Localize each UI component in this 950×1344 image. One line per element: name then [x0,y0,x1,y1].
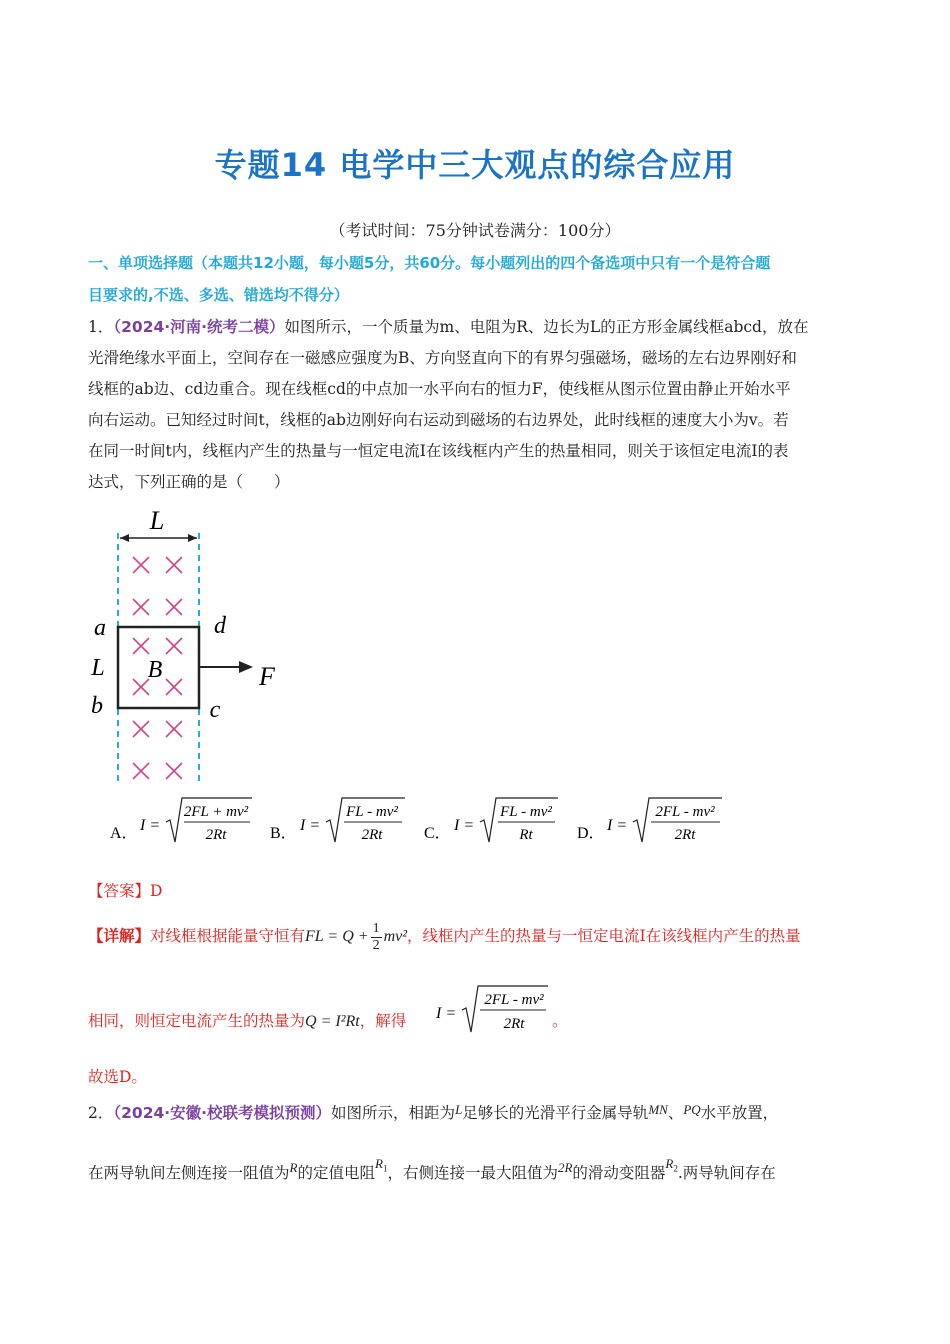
svg-text:B．: B． [270,825,297,842]
label-a: a [94,615,106,641]
detail-text-1a: 对线框根据能量守恒有 [150,927,306,945]
q2-var-2R: 2R [557,1160,573,1175]
svg-text:2Rt: 2Rt [674,827,696,843]
label-d: d [214,613,226,639]
svg-text:I =: I = [140,817,161,834]
cross-icon [166,557,182,573]
q2-var-R: R [289,1160,298,1175]
detail-eq1-tail: mv² [383,928,408,945]
label-c: c [209,697,221,723]
q1-number: 1． [88,318,114,336]
cross-icon [166,599,182,615]
q1-line5: 在同一时间t内，线框内产生的热量与一恒定电流I在该线框内产生的热量相同，则关于该恒定电流I的表 [88,442,789,460]
svg-text:I =: I = [607,817,628,834]
cross-icon [133,679,149,695]
q1-line3: 线框的ab边、cd边重合。现在线框cd的中点加一水平向右的恒力F，使线框从图示位置由静止开始水平 [88,380,791,398]
svg-text:FL - mv²: FL - mv² [500,804,552,820]
cross-icon [133,721,149,737]
svg-text:2Rt: 2Rt [205,827,227,843]
detail-period: 。 [552,1012,568,1030]
svg-text:I =: I = [300,817,321,834]
svg-text:D．: D． [577,825,605,842]
cross-icon [166,721,182,737]
q2-var-R1: R1 [374,1156,388,1174]
q1-options [100,792,740,852]
q1-source: （2024·河南·统考二模） [113,318,285,336]
q2-text-2b: 的定值电阻 [297,1164,375,1182]
q2-text-2a: 在两导轨间左侧连接一阻值为 [88,1164,290,1182]
q1-detail-line1 [88,920,888,954]
cross-icon [133,557,149,573]
q2-line2 [88,1148,888,1189]
q2-line1 [88,1094,888,1129]
detail-text-2b: ，解得 [359,1012,407,1030]
detail-eq3 [434,982,554,1038]
svg-text:2Rt: 2Rt [361,827,383,843]
q2-var-R2: R2 [665,1156,678,1174]
force-arrow-icon [239,661,253,673]
section-heading-line1: 一、单项选择题（本题共12小题，每小题5分，共60分。每小题列出的四个备选项中只有一个是符合题 [88,254,771,272]
section-heading-line2: 目要求的,不选、多选、错选均不得分） [88,286,349,304]
svg-text:C．: C． [424,825,451,842]
arrow-right-icon [188,534,197,542]
q1-answer: 【答案】D [88,882,163,900]
cross-icon [133,763,149,779]
cross-icon [166,763,182,779]
svg-text:I =: I = [454,817,475,834]
detail-label: 【详解】 [88,926,151,945]
page-title: 专题14 电学中三大观点的综合应用 [214,146,736,184]
q1-line4: 向右运动。已知经过时间t，线框的ab边刚好向右运动到磁场的右边界处，此时线框的速度大小为v。若 [88,411,789,429]
q1-text-1: 如图所示，一个质量为m、电阻为R、边长为L的正方形金属线框abcd，放在 [284,318,809,336]
q2-text-2e: .两导轨间存在 [677,1164,776,1182]
q1-figure [85,505,295,790]
label-b: b [91,693,103,719]
label-L-side: L [91,655,105,681]
q2-source: （2024·安徽·校联考模拟预测） [113,1104,332,1122]
detail-text-2a: 相同，则恒定电流产生的热量为 [88,1012,306,1030]
svg-text:2FL - mv²: 2FL - mv² [655,804,715,820]
cross-icon [166,679,182,695]
detail-eq1-frac: $\frac{1}{2}$ [372,920,380,953]
arrow-left-icon [120,534,129,542]
svg-text:Rt: Rt [519,827,533,843]
q1-line6: 达式，下列正确的是（ ） [88,473,290,491]
q2-text-1b: 足够长的光滑平行金属导轨 [462,1104,649,1122]
svg-text:FL - mv²: FL - mv² [346,804,398,820]
svg-text:I =: I = [436,1005,457,1022]
label-B: B [147,657,163,683]
option-d [577,798,722,843]
svg-text:2FL - mv²: 2FL - mv² [484,992,544,1008]
option-b [270,798,405,843]
detail-text-1b: ，线框内产生的热量与一恒定电流I在该线框内产生的热量 [407,927,801,945]
q2-var-MN: MN [648,1102,668,1117]
q2-var-L: L [455,1102,463,1117]
detail-eq1: FL = Q + [305,928,369,945]
q2-text-1d: 水平放置， [700,1104,779,1122]
q2-number: 2． [88,1104,114,1122]
cross-icon [166,638,182,654]
label-F: F [259,662,275,691]
option-a [110,798,252,843]
q2-text-2c: ，右侧连接一最大阻值为 [387,1164,558,1182]
q2-text-1c: 、 [667,1104,684,1122]
q2-text-2d: 的滑动变阻器 [572,1164,666,1182]
cross-icon [133,638,149,654]
q1-conclusion: 故选D。 [88,1068,147,1086]
option-c [424,798,558,843]
svg-text:2FL + mv²: 2FL + mv² [183,804,249,820]
svg-text:2Rt: 2Rt [503,1016,525,1032]
q1-line2: 光滑绝缘水平面上，空间存在一磁感应强度为B、方向竖直向下的有界匀强磁场，磁场的左右边界刚好和 [88,349,797,367]
detail-eq2: Q = I²Rt [305,1013,360,1030]
exam-info: （考试时间：75分钟试卷满分：100分） [329,221,621,240]
q1-line1 [88,312,868,343]
q2-var-PQ: PQ [683,1102,701,1117]
label-L-top: L [149,506,165,535]
q2-text-1a: 如图所示，相距为 [331,1104,456,1122]
cross-icon [133,599,149,615]
svg-text:A．: A． [110,825,138,842]
